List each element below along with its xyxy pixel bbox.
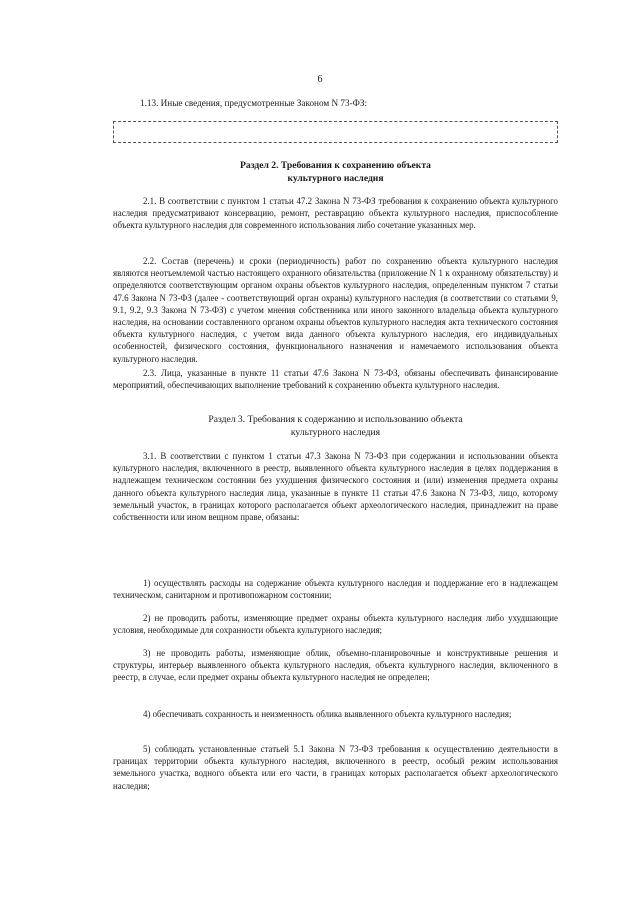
- paragraph-2-1: 2.1. В соответствии с пунктом 1 статьи 47.2 Закона N 73-ФЗ требования к сохранению объекта культурного наследия предусматривают консервацию, ремонт, реставрацию объекта культурного наследия, приспособление объекта культурного наследия для современного использования либо сочетание указанных мер.: [113, 196, 558, 231]
- section-1-13-text: 1.13. Иные сведения, предусмотренные Законом N 73-ФЗ:: [140, 98, 368, 108]
- page-number: 6: [317, 74, 323, 85]
- list-item-4: 4) обеспечивать сохранность и неизменность облика выявленного объекта культурного наследия;: [143, 709, 512, 719]
- paragraph-2-3: 2.3. Лица, указанные в пункте 11 статьи 47.6 Закона N 73-ФЗ, обязаны обеспечивать финансирование мероприятий, обеспечивающих выполнение требований к сохранению объекта культурного наследия.: [113, 368, 558, 391]
- list-item-2: 2) не проводить работы, изменяющие предмет охраны объекта культурного наследия либо ухудшающие условия, необходимые для сохранности объекта культурного наследия;: [113, 613, 558, 636]
- empty-field-box: [113, 121, 558, 143]
- section-2-title-line1: Раздел 2. Требования к сохранению объекта: [240, 160, 431, 171]
- section-3-heading: [113, 414, 558, 439]
- list-item-5: 5) соблюдать установленные статьей 5.1 Закона N 73-ФЗ требования к осуществлению деятельности в границах территории объекта культурного наследия, включенного в реестр, особый режим использования земельного участка, водного объекта или его части, в границах которых располагается объект археологического наследия;: [113, 744, 558, 791]
- section-3-title-line2: культурного наследия: [290, 426, 381, 438]
- paragraph-2-2: 2.2. Состав (перечень) и сроки (периодичность) работ по сохранению объекта культурного наследия являются неотъемлемой частью настоящего охранного обязательства (приложение N 1 к охранному обязательству) и определяются соответствующим органом охраны объектов культурного наследия, определенным пунктом 7 статьи 47.6 Закона N 73-ФЗ (далее - соответствующий орган охраны) культурного наследия (в соответствии со статьями 9, 9.1, 9.2, 9.3 Закона N 73-ФЗ) с учетом мнения собственника или иного законного владельца объекта культурного наследия, на основании составленного органом охраны объектов культурного наследия акта технического состояния объекта культурного наследия, с учетом вида данного объекта культурного наследия, его индивидуальных особенностей, физического состояния, функционального назначения и намечаемого использования объекта культурного наследия.: [113, 256, 558, 364]
- section-2-heading: [113, 160, 558, 185]
- list-item-3: 3) не проводить работы, изменяющие облик, объемно-планировочные и конструктивные решения и структуры, интерьер выявленного объекта культурного наследия, объекта культурного наследия, включенного в реестр, в случае, если предмет охраны объекта культурного наследия не определен;: [113, 648, 558, 683]
- list-item-1: 1) осуществлять расходы на содержание объекта культурного наследия и поддержание его в надлежащем техническом, санитарном и противопожарном состоянии;: [113, 578, 558, 601]
- section-3-title-line1: Раздел 3. Требования к содержанию и использованию объекта: [208, 414, 463, 425]
- section-2-title-line2: культурного наследия: [287, 172, 384, 184]
- paragraph-3-1: 3.1. В соответствии с пунктом 1 статьи 47.3 Закона N 73-ФЗ при содержании и использовании объекта культурного наследия, включенного в реестр, выявленного объекта культурного наследия в целях поддержания в надлежащем техническом состоянии без ухудшения физического состояния и (или) изменения предмета охраны данного объекта культурного наследия лица, указанные в пункте 11 статьи 47.6 Закона N 73-ФЗ, лицо, которому земельный участок, в границах которого располагается объект археологического наследия, принадлежит на праве собственности или ином вещном праве, обязаны:: [113, 451, 558, 523]
